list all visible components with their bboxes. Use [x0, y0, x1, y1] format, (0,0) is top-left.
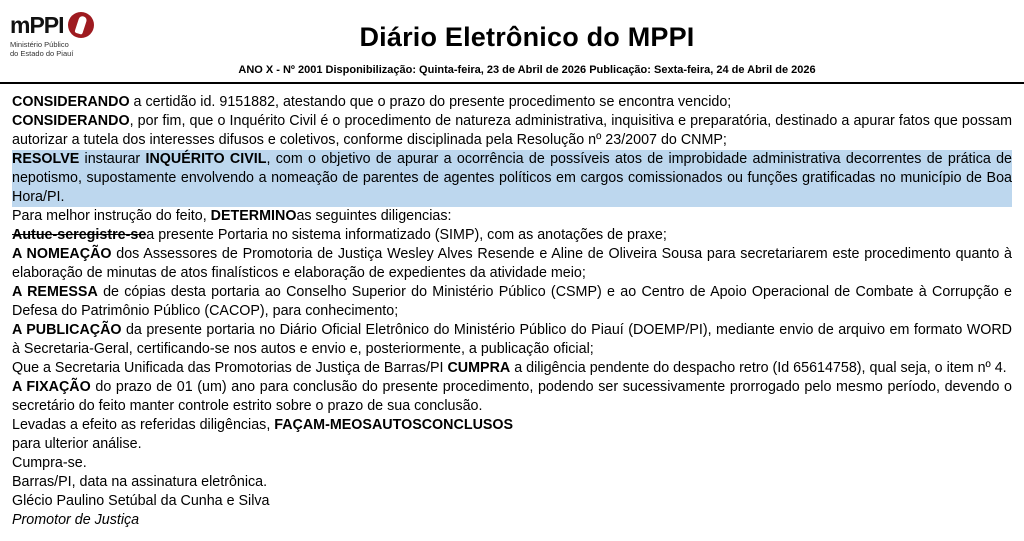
paragraph-local-data: Barras/PI, data na assinatura eletrônica.: [12, 474, 268, 490]
paragraph-considerando-1: [12, 93, 1012, 112]
considerando-2-label: CONSIDERANDO: [12, 113, 130, 129]
publicacao-label: A PUBLICAÇÃO: [12, 322, 122, 338]
considerando-1-label: CONSIDERANDO: [12, 94, 130, 110]
determino-label: DETERMINO: [210, 208, 297, 224]
paragraph-conclusos: [12, 416, 1012, 435]
logo-wordmark: mPPI: [10, 11, 64, 38]
resolve-text: , com o objetivo de apurar a ocorrência de possíveis atos de improbidade administrativa decorrentes de prática de nepotismo, supostamente envolvendo a nomeação de parentes de agentes políticos em cargos comissionados ou funções gratificadas no município de Boa Hora/PI.: [12, 151, 1012, 205]
paragraph-considerando-2: [12, 112, 1012, 150]
remessa-label: A REMESSA: [12, 284, 98, 300]
paragraph-resolve-highlighted: [12, 150, 1012, 207]
paragraph-remessa: [12, 283, 1012, 321]
cumpra-pre: Que a Secretaria Unificada das Promotorias de Justiça de Barras/PI: [12, 360, 448, 376]
remessa-text: de cópias desta portaria ao Conselho Superior do Ministério Público (CSMP) e ao Centro de Apoio Operacional de Combate à Corrupção e Defesa do Patrimônio Público (CACOP), para conhecimento;: [12, 284, 1013, 319]
nomeacao-text: dos Assessores de Promotoria de Justiça Wesley Alves Resende e Aline de Oliveira Sousa para secretariarem este procedimento quanto à elaboração de minutas de atos finalísticos e elaboração de expedientes da atividade meio;: [12, 246, 1012, 281]
paragraph-autue-se: [12, 226, 1012, 245]
registre-se-struck: registre-se: [73, 227, 147, 243]
autue-se-struck: Autue-se: [12, 227, 74, 243]
resolve-label: RESOLVE: [12, 151, 80, 167]
mppi-logo: [10, 8, 130, 59]
determino-post: as seguintes diligencias:: [296, 208, 452, 224]
conclusos-label: FAÇAM-MEOSAUTOSCONCLUSOS: [274, 417, 514, 433]
cumpra-label: CUMPRA: [447, 360, 511, 376]
publicacao-text: da presente portaria no Diário Oficial Eletrônico do Ministério Público do Piauí (DOEMP/PI), mediante envio de arquivo em formato WORD à Secretaria-Geral, certificando-se nos autos e envio e, posteriormente, a publicação oficial;: [12, 322, 1013, 357]
paragraph-publicacao: [12, 321, 1012, 359]
logo-subtitle-line1: Ministério Público: [10, 40, 69, 49]
paragraph-fixacao: [12, 378, 1012, 416]
document-body: [0, 84, 1024, 530]
masthead: [0, 0, 1024, 78]
nomeacao-label: A NOMEAÇÃO: [12, 246, 112, 262]
fixacao-text: do prazo de 01 (um) ano para conclusão do presente procedimento, podendo ser sucessivamente prorrogado pelo mesmo período, devendo o secretário do feito manter controle estrito sobre o prazo de sua conclusão.: [12, 379, 1012, 414]
cumpra-post: a diligência pendente do despacho retro (Id 65614758), qual seja, o item nº 4.: [510, 360, 1007, 376]
inquerito-civil-label: INQUÉRITO CIVIL: [145, 151, 267, 167]
signature-role: Promotor de Justiça: [12, 512, 140, 528]
paragraph-nomeacao: [12, 245, 1012, 283]
resolve-mid: instaurar: [79, 151, 146, 167]
publication-meta: ANO X - Nº 2001 Disponibilização: Quinta-feira, 23 de Abril de 2026 Publicação: Sexta-feira, 24 de Abril de 2026: [238, 64, 816, 76]
fixacao-label: A FIXAÇÃO: [12, 379, 91, 395]
signature-name: Glécio Paulino Setúbal da Cunha e Silva: [12, 493, 270, 509]
conclusos-pre: Levadas a efeito as referidas diligências,: [12, 417, 275, 433]
paragraph-cumpra: [12, 359, 1012, 378]
page-title: Diário Eletrônico do MPPI: [359, 22, 695, 52]
autue-se-text: a presente Portaria no sistema informatizado (SIMP), com as anotações de praxe;: [146, 227, 667, 243]
considerando-2-text: , por fim, que o Inquérito Civil é o procedimento de natureza administrativa, inquisitiva e preparatória, destinado a apurar fatos que possam autorizar a tutela dos interesses difusos e coletivos, conforme disciplinada pela Resolução nº 23/2007 do CNMP;: [12, 113, 1012, 148]
determino-pre: Para melhor instrução do feito,: [12, 208, 211, 224]
mppi-seal-icon: [68, 12, 94, 38]
logo-subtitle: [10, 40, 130, 59]
logo-subtitle-line2: do Estado do Piauí: [10, 49, 74, 59]
logo-row: [10, 12, 130, 38]
considerando-1-text: a certidão id. 9151882, atestando que o prazo do presente procedimento se encontra vencido;: [129, 94, 732, 110]
paragraph-ulterior-analise: para ulterior análise.: [12, 436, 142, 452]
paragraph-cumpra-se: Cumpra-se.: [12, 455, 87, 471]
title-block: [130, 8, 1024, 76]
paragraph-determino: [12, 207, 1012, 226]
